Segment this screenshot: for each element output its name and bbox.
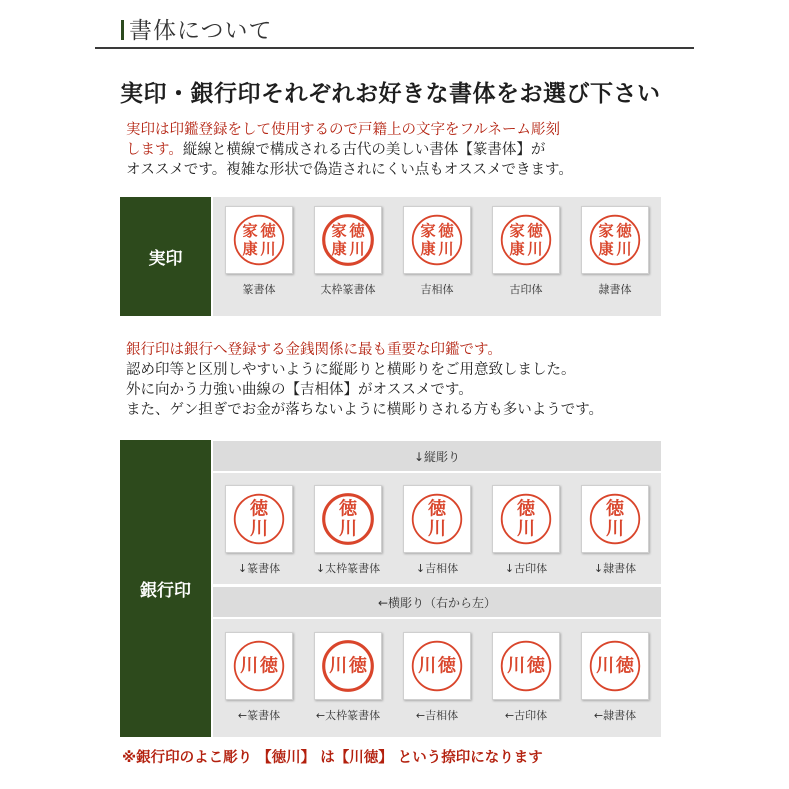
jitsuin-red-line-2: します。 <box>126 142 183 158</box>
ginkou-label: 銀行印 <box>120 440 211 737</box>
jitsuin-sample <box>225 206 293 297</box>
jitsuin-sample <box>492 206 560 297</box>
jitsuin-red-line-1: 実印は印鑑登録をして使用するので戸籍上の文字をフルネーム彫刻 <box>126 122 560 138</box>
seal-impression-icon <box>410 492 464 546</box>
svg-text:徳: 徳 <box>527 222 543 240</box>
horizontal-sample <box>225 632 293 723</box>
seal-impression-icon <box>588 492 642 546</box>
font-caption: ↓吉相体 <box>415 562 459 575</box>
seal-tile <box>581 206 649 274</box>
font-caption: 篆書体 <box>242 283 276 296</box>
seal-tile <box>403 485 471 553</box>
seal-impression-icon <box>232 213 286 267</box>
jitsuin-line-2-rest: 縦線と横線で構成される古代の美しい書体【篆書体】が <box>182 142 546 158</box>
svg-text:川: 川 <box>339 518 357 540</box>
seal-tile <box>492 206 560 274</box>
horizontal-sample <box>314 632 382 723</box>
svg-text:川: 川 <box>349 240 365 258</box>
jitsuin-line-3: オススメです。複雑な形状で偽造されにくい点もオススメできます。 <box>126 162 573 178</box>
horizontal-sample <box>492 632 560 723</box>
svg-text:康: 康 <box>331 240 347 258</box>
ginkou-red-line-1: 銀行印は銀行へ登録する金銭関係に最も重要な印鑑です。 <box>126 342 502 358</box>
svg-text:川: 川 <box>240 655 259 677</box>
svg-text:家: 家 <box>420 222 436 240</box>
seal-tile <box>314 206 382 274</box>
seal-tile <box>403 632 471 700</box>
section-title: 書体について <box>129 18 273 44</box>
font-caption: 古印体 <box>509 283 543 296</box>
svg-text:徳: 徳 <box>259 655 278 677</box>
seal-tile <box>581 485 649 553</box>
seal-impression-icon <box>321 639 375 693</box>
svg-text:徳: 徳 <box>526 655 545 677</box>
seal-impression-icon <box>410 639 464 693</box>
svg-text:川: 川 <box>329 655 348 677</box>
font-caption: ←吉相体 <box>415 709 459 722</box>
vertical-sample <box>492 485 560 576</box>
svg-text:川: 川 <box>606 518 624 540</box>
jitsuin-sample <box>581 206 649 297</box>
svg-text:家: 家 <box>509 222 525 240</box>
svg-text:康: 康 <box>420 240 436 258</box>
jitsuin-label: 実印 <box>120 197 211 316</box>
svg-text:川: 川 <box>616 240 632 258</box>
svg-text:徳: 徳 <box>250 498 268 520</box>
svg-text:徳: 徳 <box>428 498 446 520</box>
vertical-sample <box>403 485 471 576</box>
seal-impression-icon <box>499 492 553 546</box>
svg-text:徳: 徳 <box>606 498 624 520</box>
seal-tile <box>225 632 293 700</box>
font-caption: ↓篆書体 <box>237 562 281 575</box>
ginkou-description <box>126 340 603 420</box>
svg-text:川: 川 <box>260 240 276 258</box>
svg-text:徳: 徳 <box>348 655 367 677</box>
svg-text:川: 川 <box>250 518 268 540</box>
ginkou-line-4: また、ゲン担ぎでお金が落ちないように横彫りされる方も多いようです。 <box>126 402 604 418</box>
seal-tile <box>225 206 293 274</box>
jitsuin-sample <box>403 206 471 297</box>
svg-text:徳: 徳 <box>349 222 365 240</box>
seal-impression-icon <box>499 213 553 267</box>
svg-text:川: 川 <box>438 240 454 258</box>
seal-impression-icon <box>321 213 375 267</box>
svg-text:徳: 徳 <box>437 655 456 677</box>
svg-text:川: 川 <box>517 518 535 540</box>
svg-text:徳: 徳 <box>339 498 357 520</box>
vertical-sample <box>314 485 382 576</box>
ginkou-line-2: 認め印等と区別しやすいように縦彫りと横彫りをご用意致しました。 <box>126 362 576 378</box>
horizontal-samples-row <box>213 619 661 737</box>
horizontal-sample <box>403 632 471 723</box>
svg-text:徳: 徳 <box>615 655 634 677</box>
svg-text:川: 川 <box>507 655 526 677</box>
font-caption: ↓古印体 <box>504 562 548 575</box>
svg-text:徳: 徳 <box>517 498 535 520</box>
seal-tile <box>403 206 471 274</box>
svg-text:川: 川 <box>596 655 615 677</box>
seal-impression-icon <box>410 213 464 267</box>
svg-text:川: 川 <box>428 518 446 540</box>
header-divider <box>95 47 694 49</box>
horizontal-carving-header: ←横彫り（右から左） <box>213 587 661 617</box>
svg-text:康: 康 <box>242 240 258 258</box>
seal-tile <box>492 632 560 700</box>
seal-impression-icon <box>499 639 553 693</box>
font-caption: ↓太枠篆書体 <box>315 562 381 575</box>
horizontal-sample <box>581 632 649 723</box>
font-caption: 吉相体 <box>420 283 454 296</box>
seal-impression-icon <box>321 492 375 546</box>
ginkou-line-3: 外に向かう力強い曲線の【吉相体】がオススメです。 <box>126 382 473 398</box>
svg-text:康: 康 <box>509 240 525 258</box>
font-caption: ←古印体 <box>504 709 548 722</box>
seal-impression-icon <box>588 213 642 267</box>
seal-tile <box>492 485 560 553</box>
font-caption: 隷書体 <box>598 283 632 296</box>
footnote: ※銀行印のよこ彫り 【徳川】 は【川徳】 という捺印になります <box>122 750 543 766</box>
jitsuin-sample <box>314 206 382 297</box>
font-caption: 太枠篆書体 <box>320 283 376 296</box>
svg-text:徳: 徳 <box>438 222 454 240</box>
seal-tile <box>581 632 649 700</box>
vertical-samples-row <box>213 473 661 584</box>
vertical-sample <box>581 485 649 576</box>
seal-tile <box>314 632 382 700</box>
svg-text:徳: 徳 <box>260 222 276 240</box>
seal-tile <box>225 485 293 553</box>
font-caption: ↓隷書体 <box>593 562 637 575</box>
font-caption: ←太枠篆書体 <box>315 709 381 722</box>
vertical-sample <box>225 485 293 576</box>
svg-text:川: 川 <box>527 240 543 258</box>
svg-text:家: 家 <box>598 222 614 240</box>
jitsuin-description <box>126 120 573 180</box>
svg-text:川: 川 <box>418 655 437 677</box>
jitsuin-samples-row <box>213 197 661 316</box>
font-caption: ←隷書体 <box>593 709 637 722</box>
svg-text:康: 康 <box>598 240 614 258</box>
seal-impression-icon <box>232 639 286 693</box>
seal-impression-icon <box>588 639 642 693</box>
seal-impression-icon <box>232 492 286 546</box>
vertical-carving-header: ↓縦彫り <box>213 441 661 471</box>
svg-text:家: 家 <box>242 222 258 240</box>
page-heading: 実印・銀行印それぞれお好きな書体をお選び下さい <box>120 81 661 107</box>
seal-tile <box>314 485 382 553</box>
svg-text:家: 家 <box>331 222 347 240</box>
svg-text:徳: 徳 <box>616 222 632 240</box>
header-accent-bar <box>121 20 124 40</box>
font-caption: ←篆書体 <box>237 709 281 722</box>
